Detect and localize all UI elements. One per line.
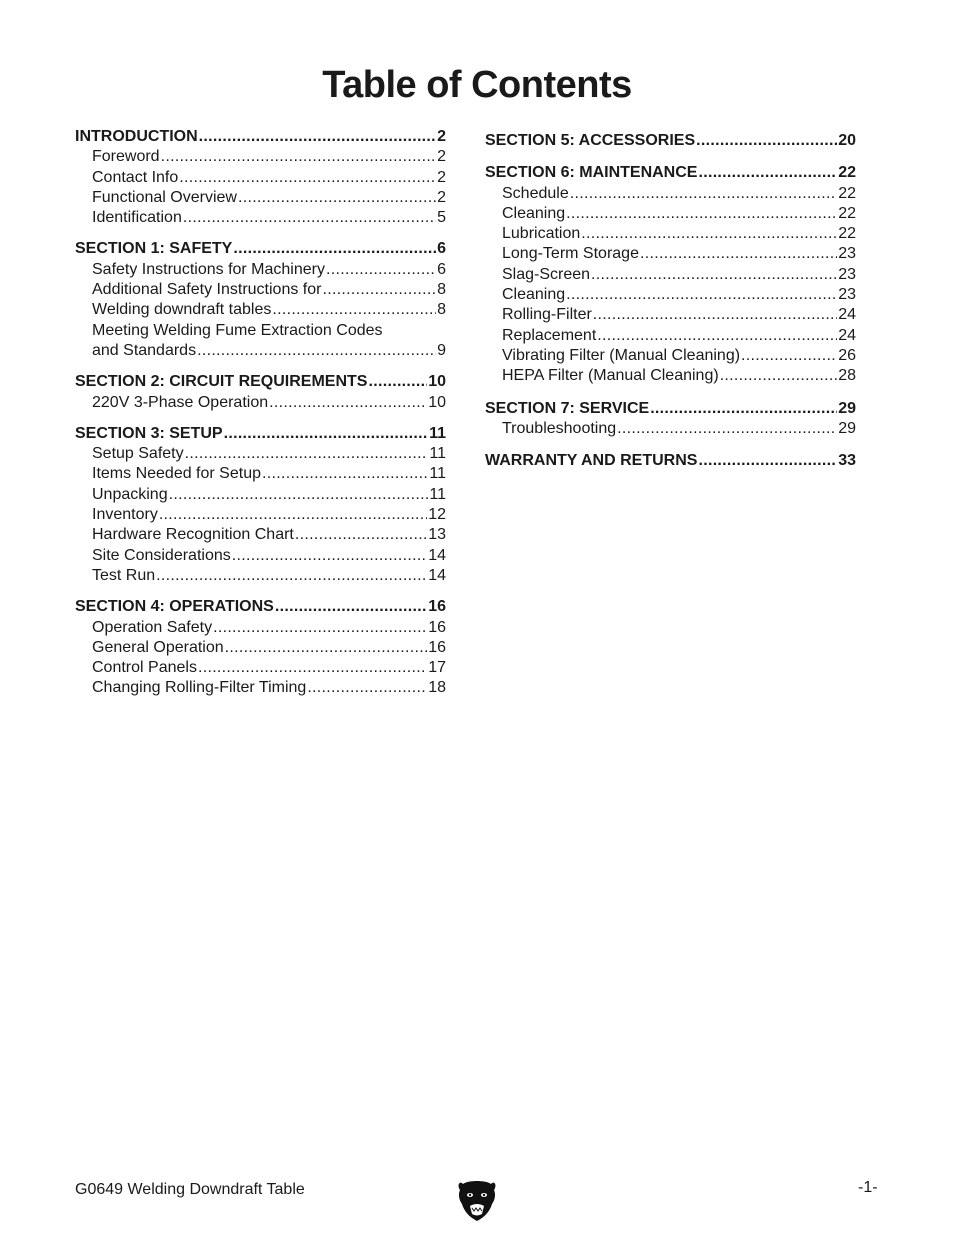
dot-leader [593, 305, 837, 325]
dot-leader [275, 597, 427, 617]
toc-entry [75, 188, 446, 208]
toc-entry [75, 505, 446, 525]
toc-page-number: 16 [428, 598, 446, 616]
toc-entry-label: General Operation [92, 638, 224, 656]
toc-entry [485, 204, 856, 224]
dot-leader [322, 280, 436, 300]
dot-leader [597, 326, 837, 346]
toc-entry-label: Slag-Screen [502, 265, 591, 283]
toc-page-number: 2 [437, 148, 446, 166]
toc-entry [75, 658, 446, 678]
toc-entry [485, 224, 856, 244]
toc-entry [75, 260, 446, 280]
toc-section-heading [75, 597, 446, 617]
dot-leader [156, 566, 427, 586]
toc-entry-label: Functional Overview [92, 188, 237, 206]
toc-entry-label: Long-Term Storage [502, 245, 639, 263]
toc-page-number: 29 [838, 399, 856, 417]
toc-section-section-4-operations [75, 597, 446, 698]
toc-entry [75, 464, 446, 484]
toc-entry [485, 244, 856, 264]
dot-leader [224, 424, 429, 444]
dot-leader [238, 188, 436, 208]
toc-entry-label: Operation Safety [92, 618, 213, 636]
dot-leader [295, 525, 427, 545]
dot-leader [185, 444, 429, 464]
toc-page-number: 22 [838, 204, 856, 222]
toc-section-heading [485, 451, 856, 471]
toc-entry-label: Cleaning [502, 286, 566, 304]
toc-entry [75, 618, 446, 638]
toc-entry-label: SECTION 7: SERVICE [485, 399, 650, 417]
toc-page-number: 28 [838, 367, 856, 385]
page-title: Table of Contents [322, 64, 632, 106]
toc-page-number: 6 [437, 260, 446, 278]
toc-page-number: 17 [428, 659, 446, 677]
toc-page-number: 2 [437, 188, 446, 206]
toc-entry-label: Hardware Recognition Chart [92, 526, 294, 544]
toc-section-section-7-service [485, 399, 856, 440]
dot-leader [269, 393, 427, 413]
dot-leader [198, 658, 427, 678]
toc-section-section-3-setup [75, 424, 446, 586]
toc-entry-label: WARRANTY AND RETURNS [485, 452, 698, 470]
dot-leader [720, 366, 838, 386]
toc-entry-label: Replacement [502, 326, 597, 344]
toc-entry-label: Contact Info [92, 168, 179, 186]
toc-left-column [75, 127, 446, 710]
toc-section-heading [75, 372, 446, 392]
toc-entry [75, 208, 446, 228]
toc-right-column [485, 131, 856, 483]
toc-entry [75, 168, 446, 188]
dot-leader [566, 285, 837, 305]
dot-leader [640, 244, 837, 264]
toc-entry-label: Lubrication [502, 225, 581, 243]
toc-page-number: 8 [437, 281, 446, 299]
toc-page-number: 6 [437, 240, 446, 258]
toc-section-heading [75, 424, 446, 444]
dot-leader [326, 260, 436, 280]
toc-entry-label: Vibrating Filter (Manual Cleaning) [502, 346, 741, 364]
toc-entry [75, 638, 446, 658]
dot-leader [213, 618, 427, 638]
toc-page-number: 20 [838, 132, 856, 149]
dot-leader [169, 485, 429, 505]
toc-section-section-2-circuit-requirements [75, 372, 446, 413]
dot-leader [581, 224, 837, 244]
toc-page-number: 24 [838, 326, 856, 344]
toc-entry [75, 566, 446, 586]
toc-entry-label: Welding downdraft tables [92, 301, 272, 319]
dot-leader [650, 399, 837, 419]
toc-entry-label: Schedule [502, 184, 569, 202]
toc-entry-label: Troubleshooting [502, 419, 617, 437]
dot-leader [262, 464, 428, 484]
toc-section-section-1-safety [75, 239, 446, 361]
toc-page-number: 22 [838, 184, 856, 202]
toc-section-heading [485, 163, 856, 183]
toc-page-number: 22 [838, 225, 856, 243]
toc-page-number: 11 [429, 485, 446, 503]
toc-section-section-6-maintenance [485, 163, 856, 386]
toc-page-number: 10 [428, 393, 446, 411]
toc-section-heading [75, 239, 446, 259]
toc-entry [485, 419, 856, 439]
dot-leader [225, 638, 428, 658]
toc-page-number: 2 [437, 168, 446, 186]
toc-page-number: 14 [428, 546, 446, 564]
dot-leader [159, 505, 427, 525]
toc-entry-label: Site Considerations [92, 546, 231, 564]
toc-page-number: 29 [838, 419, 856, 437]
toc-entry-label: SECTION 3: SETUP [75, 424, 223, 442]
toc-entry [485, 346, 856, 366]
dot-leader [368, 372, 427, 392]
toc-entry [485, 305, 856, 325]
dot-leader [696, 131, 837, 151]
toc-entry [75, 444, 446, 464]
toc-page-number: 11 [429, 445, 446, 463]
toc-entry-label: SECTION 5: ACCESSORIES [485, 132, 696, 149]
toc-entry [75, 485, 446, 505]
grizzly-bear-logo-icon [457, 1178, 497, 1222]
toc-entry-label: SECTION 4: OPERATIONS [75, 598, 274, 616]
dot-leader [183, 208, 436, 228]
dot-leader [197, 341, 436, 361]
toc-entry [485, 326, 856, 346]
toc-entry [75, 321, 446, 341]
toc-entry-label: SECTION 2: CIRCUIT REQUIREMENTS [75, 373, 368, 391]
dot-leader [698, 163, 837, 183]
toc-entry [75, 678, 446, 698]
toc-page-number: 26 [838, 346, 856, 364]
toc-entry [75, 393, 446, 413]
dot-leader [272, 300, 436, 320]
toc-page-number: 33 [838, 452, 856, 470]
toc-entry-label: HEPA Filter (Manual Cleaning) [502, 367, 719, 385]
footer-page-number: -1- [858, 1179, 878, 1196]
toc-entry-label: Changing Rolling-Filter Timing [92, 679, 307, 697]
toc-page-number: 18 [428, 679, 446, 697]
toc-entry [75, 300, 446, 320]
toc-page-number: 12 [428, 506, 446, 524]
toc-page-number: 11 [429, 424, 446, 442]
toc-entry [485, 285, 856, 305]
toc-entry-label: Inventory [92, 506, 158, 524]
dot-leader [232, 546, 427, 566]
toc-section-introduction [75, 127, 446, 228]
toc-page-number: 22 [838, 164, 856, 182]
toc-entry [485, 265, 856, 285]
toc-section-heading [485, 399, 856, 419]
dot-leader [617, 419, 837, 439]
toc-entry [75, 147, 446, 167]
toc-entry-label: Safety Instructions for Machinery [92, 260, 325, 278]
toc-entry [75, 341, 446, 361]
toc-entry-label: Test Run [92, 566, 156, 584]
toc-entry [485, 184, 856, 204]
toc-section-warranty-and-returns [485, 451, 856, 471]
toc-page-number: 8 [437, 301, 446, 319]
toc-entry [485, 366, 856, 386]
dot-leader [199, 127, 436, 147]
toc-entry-label: Foreword [92, 148, 160, 166]
toc-section-heading [75, 127, 446, 147]
dot-leader [741, 346, 837, 366]
dot-leader [179, 168, 436, 188]
toc-entry-label: Rolling-Filter [502, 306, 592, 324]
toc-entry-label: Unpacking [92, 485, 168, 503]
dot-leader [307, 678, 427, 698]
toc-page-number: 10 [428, 373, 446, 391]
toc-entry-label: Cleaning [502, 204, 566, 222]
toc-page-number: 5 [437, 209, 446, 227]
toc-page-number: 13 [428, 526, 446, 544]
toc-page-number: 11 [429, 465, 446, 483]
toc-entry-label: SECTION 6: MAINTENANCE [485, 164, 698, 182]
toc-entry [75, 525, 446, 545]
dot-leader [698, 451, 837, 471]
toc-entry-label: Meeting Welding Fume Extraction Codes [92, 321, 383, 339]
toc-entry-label: Identification [92, 209, 182, 227]
toc-page-number: 24 [838, 306, 856, 324]
toc-page-number: 16 [428, 618, 446, 636]
toc-section-section-5-accessories [485, 131, 856, 151]
footer-document-title: G0649 Welding Downdraft Table [75, 1181, 305, 1198]
toc-entry-label: and Standards [92, 341, 197, 359]
toc-entry-label: Control Panels [92, 659, 197, 677]
toc-entry-label: Additional Safety Instructions for [92, 281, 322, 299]
toc-page-number: 14 [428, 566, 446, 584]
dot-leader [570, 184, 837, 204]
toc-entry [75, 280, 446, 300]
toc-page-number: 2 [437, 128, 446, 145]
toc-entry-label: Items Needed for Setup [92, 465, 261, 483]
dot-leader [591, 265, 837, 285]
toc-page-number: 23 [838, 265, 856, 283]
toc-entry-label: SECTION 1: SAFETY [75, 240, 233, 258]
dot-leader [233, 239, 436, 259]
toc-page-number: 9 [437, 341, 446, 359]
dot-leader [161, 147, 437, 167]
dot-leader [566, 204, 837, 224]
toc-entry [75, 546, 446, 566]
toc-entry-label: INTRODUCTION [75, 128, 198, 145]
toc-page-number: 23 [838, 286, 856, 304]
toc-entry-label: Setup Safety [92, 445, 184, 463]
toc-page-number: 23 [838, 245, 856, 263]
toc-entry-label: 220V 3-Phase Operation [92, 393, 269, 411]
toc-section-heading [485, 131, 856, 151]
toc-page-number: 16 [428, 638, 446, 656]
